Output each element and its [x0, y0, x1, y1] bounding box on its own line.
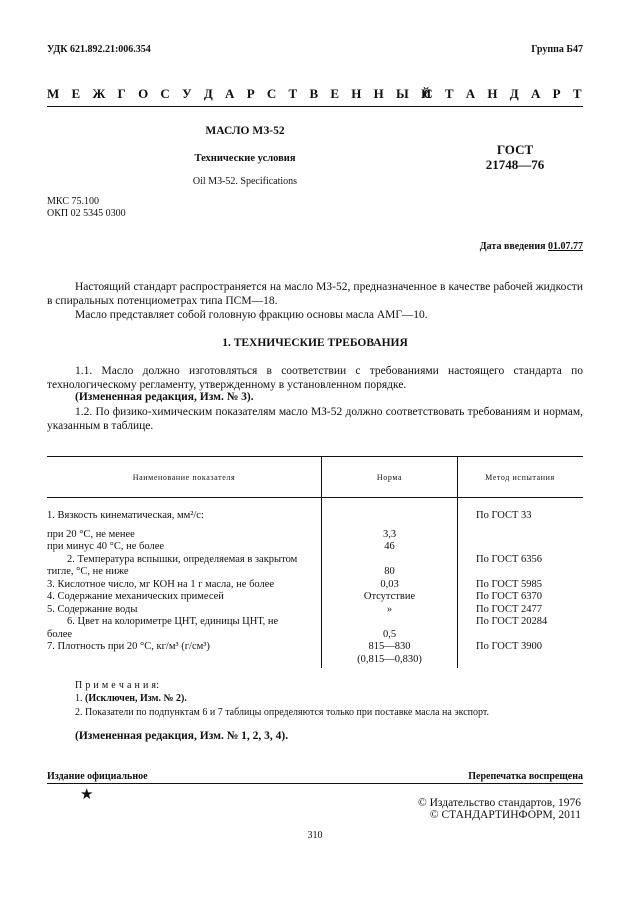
- note-1: 1. (Исключен, Изм. № 2).: [75, 693, 187, 704]
- table-row: 4. Содержание механических примесей Отсутствие По ГОСТ 6370: [47, 591, 543, 602]
- col-header-name: Наименование показателя: [47, 457, 322, 498]
- table-row: 1. Вязкость кинематическая, мм²/с: По ГОСТ 33: [47, 510, 532, 521]
- table-row: 6. Цвет на колориметре ЦНТ, единицы ЦНТ, не более 0,5 По ГОСТ 20284: [47, 616, 548, 640]
- table-row: 5. Содержание воды » По ГОСТ 2477: [47, 603, 543, 615]
- page-number: 310: [307, 830, 323, 841]
- intro-paragraph-2: Масло представляет собой головную фракцию основы масла АМГ—10.: [75, 309, 428, 321]
- intro-paragraph: Настоящий стандарт распространяется на масло МЗ-52, предназначенное в качестве рабочей жидкости в спиральных потенциометрах типа ПСМ—18.: [47, 281, 583, 307]
- banner-interstate: М Е Ж Г О С У Д А Р С Т В Е Н Н Ы Й: [47, 86, 436, 101]
- change-note-1: (Измененная редакция, Изм. № 3).: [75, 391, 254, 403]
- change-note-all: (Измененная редакция, Изм. № 1, 2, 3, 4).: [75, 730, 289, 742]
- spec-table: [47, 456, 583, 668]
- date-value: 01.07.77: [548, 241, 583, 252]
- gost-number: 21748—76: [485, 157, 545, 172]
- introduction-date: [480, 241, 583, 252]
- product-subtitle: Технические условия: [194, 153, 296, 164]
- product-title: МАСЛО МЗ-52: [205, 125, 285, 137]
- note-2: 2. Показатели по подпунктам 6 и 7 таблицы определяются только при поставке масла на экспорт.: [75, 707, 489, 718]
- gost-label: ГОСТ: [496, 142, 534, 157]
- okp-code: ОКП 02 5345 0300: [47, 208, 126, 219]
- group-code: Группа Б47: [531, 44, 583, 55]
- table-row: 2. Температура вспышки, определяемая в закрытом тигле, °С, не ниже 80 По ГОСТ 6356: [47, 553, 543, 577]
- col-header-norm: Норма: [322, 457, 458, 498]
- date-label: Дата введения: [479, 241, 546, 252]
- english-title: Oil MЗ-52. Specifications: [192, 176, 298, 187]
- table-row: 3. Кислотное число, мг КОН на 1 г масла, не более 0,03 По ГОСТ 5985: [47, 578, 543, 590]
- table-row: 7. Плотность при 20 °С, кг/м³ (г/см³) 815—830 (0,815—0,830) По ГОСТ 3900: [47, 641, 583, 668]
- copyright-1976: © Издательство стандартов, 1976: [417, 797, 581, 809]
- clause-1-2: 1.2. По физико-химическим показателям масло МЗ-52 должно соответствовать требованиям и нормам, указанным в таблице.: [47, 406, 583, 432]
- edition-label: Издание официальное: [47, 771, 148, 782]
- udk-code: УДК 621.892.21:006.354: [47, 44, 151, 55]
- reprint-label: Перепечатка воспрещена: [468, 771, 583, 782]
- clause-1-1: 1.1. Масло должно изготовляться в соответствии с требованиями настоящего стандарта по технологическому регламенту, утвержденному в установленном порядке.: [47, 365, 583, 391]
- star-icon: ★: [80, 787, 94, 803]
- footer-rule: [47, 783, 583, 784]
- notes-title: П р и м е ч а н и я:: [75, 680, 160, 691]
- banner-rule: [47, 106, 583, 107]
- table-row: при 20 °С, не менее 3,3: [47, 529, 583, 542]
- section-heading: 1. ТЕХНИЧЕСКИЕ ТРЕБОВАНИЯ: [222, 337, 408, 349]
- col-header-method: Метод испытания: [458, 457, 584, 498]
- banner-standard: С Т А Н Д А Р Т: [423, 86, 586, 101]
- mks-code: МКС 75.100: [47, 196, 99, 207]
- table-row: при минус 40 °С, не более 46: [47, 541, 583, 554]
- copyright-2011: © СТАНДАРТИНФОРМ, 2011: [429, 809, 581, 821]
